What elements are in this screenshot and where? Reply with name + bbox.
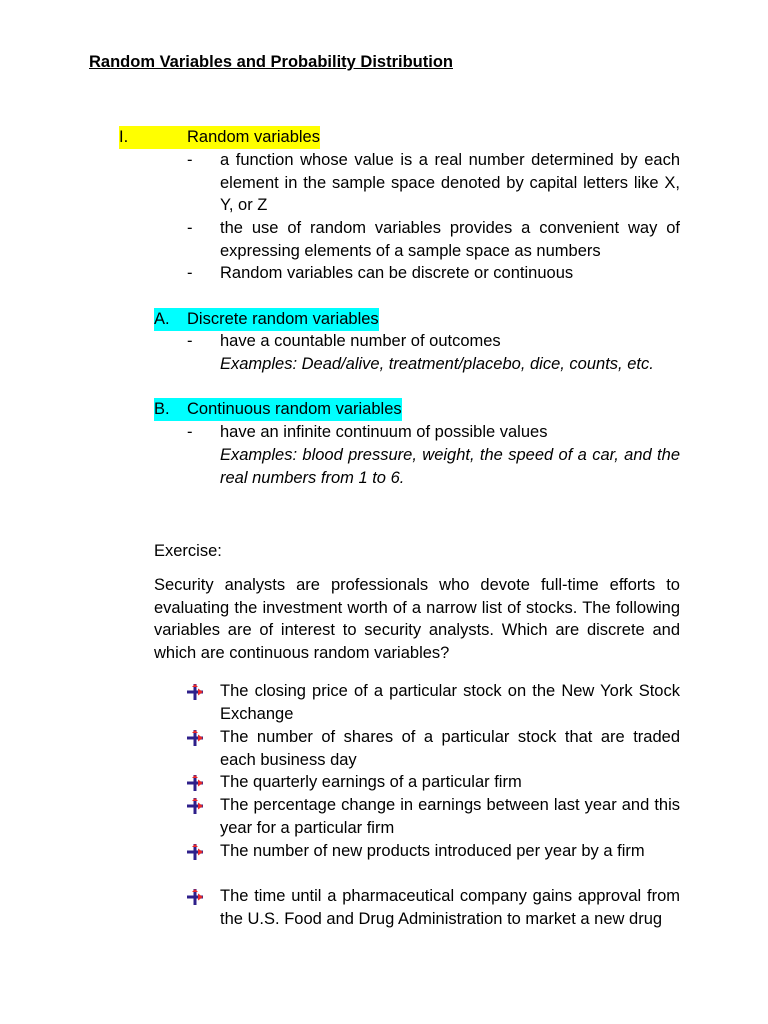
exercise-bullet-item: The percentage change in earnings between last year and this year for a particular firm: [220, 796, 680, 837]
exercise-label: Exercise:: [154, 542, 222, 560]
exercise-bullet-item: The number of shares of a particular stock that are traded each business day: [220, 728, 680, 769]
exercise-bullet-item: The quarterly earnings of a particular firm: [220, 773, 522, 791]
subsection-title: Discrete random variables: [187, 310, 379, 328]
subsection-examples: Examples: blood pressure, weight, the speed of a car, and the real numbers from 1 to 6.: [220, 446, 680, 487]
dash-marker: -: [187, 264, 193, 282]
dash-marker: -: [187, 219, 193, 237]
exercise-intro: Security analysts are professionals who devote full-time efforts to evaluating the investment worth of a narrow list of stocks. The following variables are of interest to security analysts. Which are discrete and which are continuous random variables?: [154, 576, 680, 663]
subsection-heading-continuous: [154, 398, 402, 421]
subsection-heading-discrete: [154, 308, 379, 331]
dash-marker: -: [187, 423, 193, 441]
subsection-letter: A.: [154, 310, 170, 328]
section-point: a function whose value is a real number determined by each element in the sample space denoted by capital letters like X, Y, or Z: [220, 151, 680, 215]
section-point: Random variables can be discrete or continuous: [220, 264, 574, 282]
section-point: the use of random variables provides a convenient way of expressing elements of a sample space as numbers: [220, 219, 680, 260]
dash-marker: -: [187, 151, 193, 169]
exercise-bullet-item: The closing price of a particular stock on the New York Stock Exchange: [220, 682, 680, 723]
arrow-cross-bullet-icon: [186, 774, 204, 792]
arrow-cross-bullet-icon: [186, 888, 204, 906]
subsection-point: have a countable number of outcomes: [220, 332, 501, 350]
section-heading: Random variables: [187, 126, 320, 149]
exercise-bullet-item: The number of new products introduced per year by a firm: [220, 842, 645, 860]
page-title: Random Variables and Probability Distribution: [89, 53, 453, 71]
subsection-point: have an infinite continuum of possible values: [220, 423, 548, 441]
exercise-bullet-item: The time until a pharmaceutical company gains approval from the U.S. Food and Drug Administration to market a new drug: [220, 887, 680, 928]
arrow-cross-bullet-icon: [186, 683, 204, 701]
subsection-letter: B.: [154, 400, 170, 418]
subsection-title: Continuous random variables: [187, 400, 402, 418]
section-numeral: I.: [119, 126, 187, 149]
subsection-examples: Examples: Dead/alive, treatment/placebo, dice, counts, etc.: [220, 355, 654, 373]
arrow-cross-bullet-icon: [186, 843, 204, 861]
arrow-cross-bullet-icon: [186, 797, 204, 815]
arrow-cross-bullet-icon: [186, 729, 204, 747]
dash-marker: -: [187, 332, 193, 350]
